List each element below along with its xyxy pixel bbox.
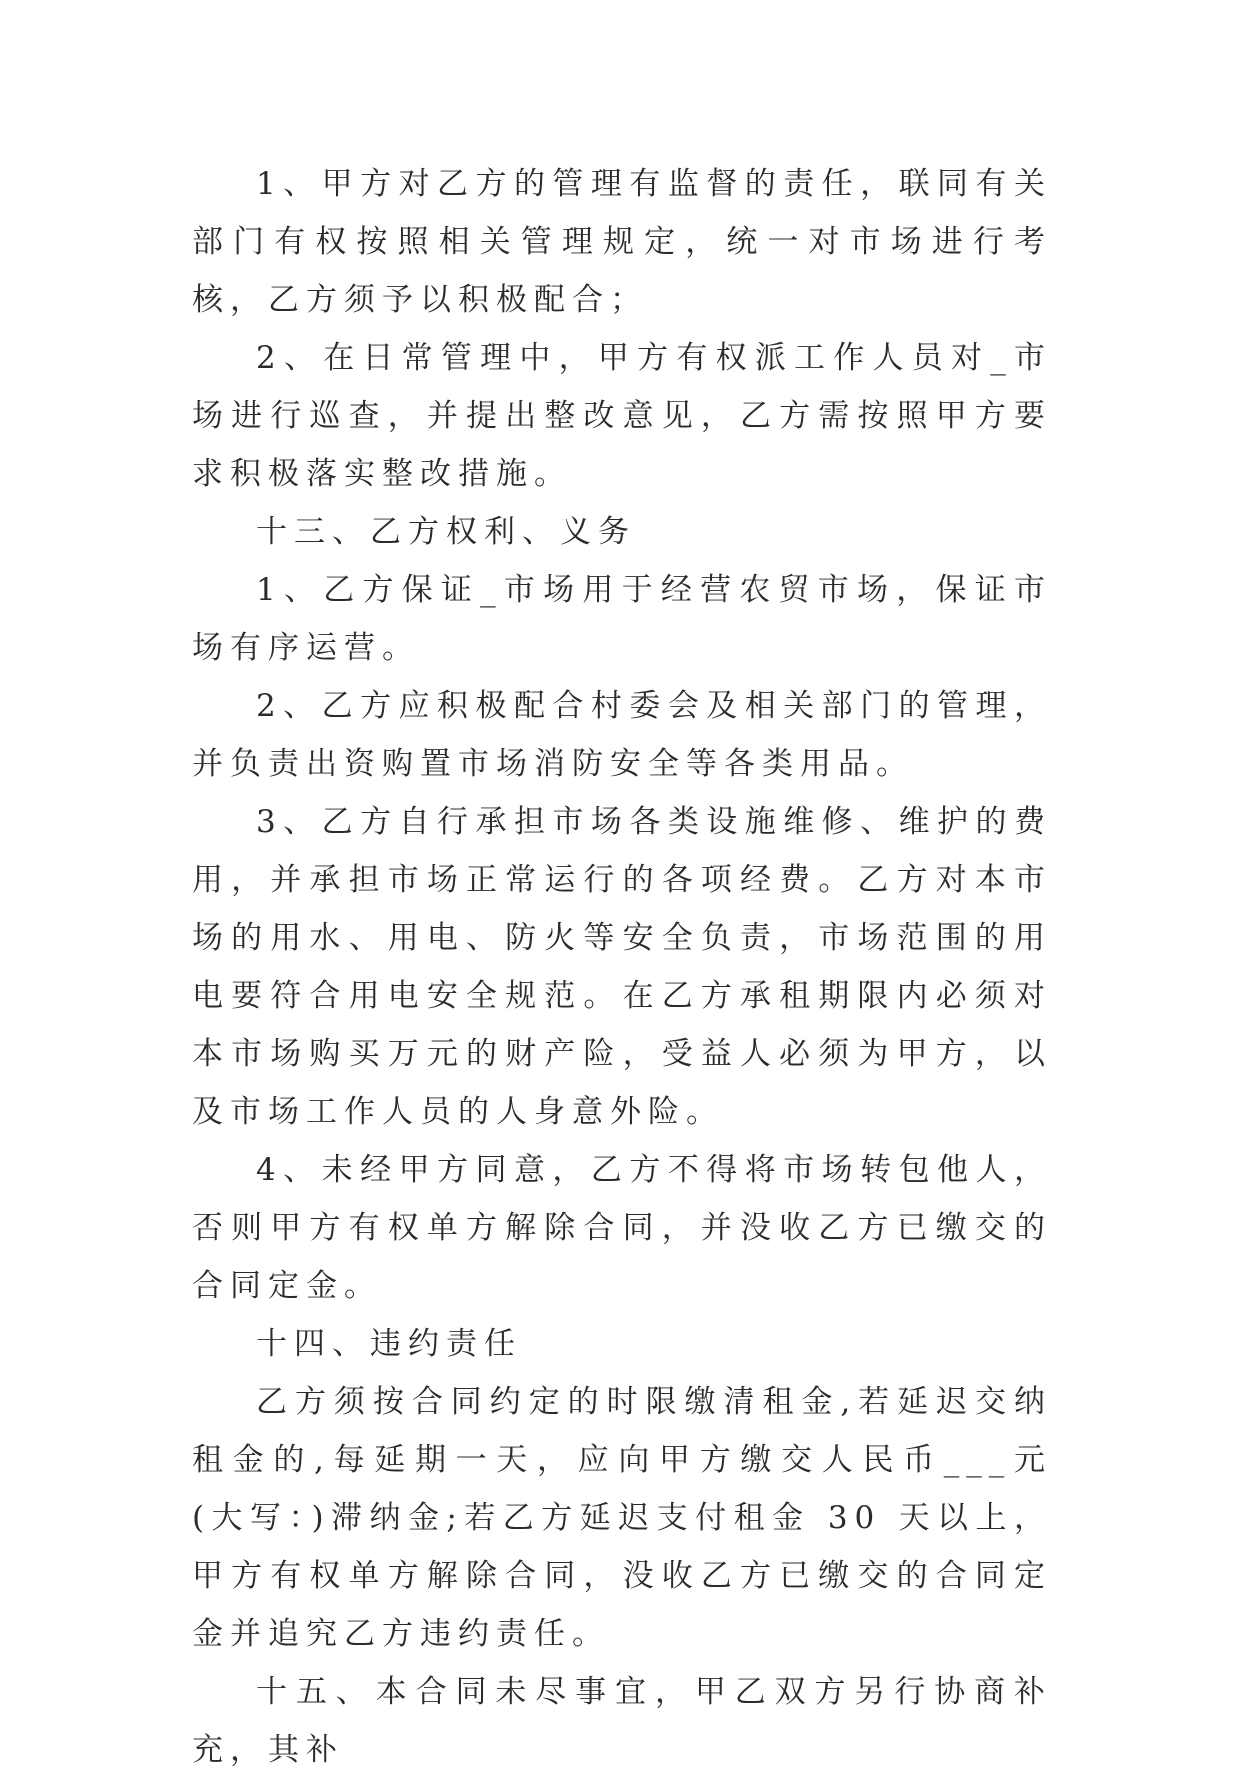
paragraph-subcontract-ban: 4、未经甲方同意，乙方不得将市场转包他人，否则甲方有权单方解除合同，并没收乙方已缴交的合同定金。	[192, 1152, 1052, 1304]
paragraph-market-operation: 1、乙方保证_市场用于经营农贸市场，保证市场有序运营。	[192, 572, 1052, 666]
paragraph-late-payment: 乙方须按合同约定的时限缴清租金,若延迟交纳租金的,每延期一天，应向甲方缴交人民币___元(大写：)滞纳金;若乙方延迟支付租金 30 天以上，甲方有权单方解除合同，没收乙方已缴交的合同定金并追究乙方违约责任。	[192, 1384, 1052, 1652]
paragraph-cooperation: 2、乙方应积极配合村委会及相关部门的管理，并负责出资购置市场消防安全等各类用品。	[192, 688, 1052, 782]
paragraph-maintenance-costs: 3、乙方自行承担市场各类设施维修、维护的费用，并承担市场正常运行的各项经费。乙方对本市场的用水、用电、防火等安全负责，市场范围的用电要符合用电安全规范。在乙方承租期限内必须对本市场购买万元的财产险，受益人必须为甲方，以及市场工作人员的人身意外险。	[192, 804, 1052, 1130]
paragraph-supplement-clause: 十五、本合同未尽事宜，甲乙双方另行协商补充，其补	[192, 1674, 1052, 1768]
document-page	[192, 155, 1052, 1779]
paragraph-inspection-rights: 2、在日常管理中，甲方有权派工作人员对_市场进行巡查，并提出整改意见，乙方需按照甲方要求积极落实整改措施。	[192, 340, 1052, 492]
paragraph-supervision-duty: 1、甲方对乙方的管理有监督的责任，联同有关部门有权按照相关管理规定，统一对市场进行考核，乙方须予以积极配合；	[192, 166, 1052, 318]
section-heading-party-b-rights: 十三、乙方权利、义务	[256, 514, 636, 550]
section-heading-liability: 十四、违约责任	[256, 1326, 522, 1362]
